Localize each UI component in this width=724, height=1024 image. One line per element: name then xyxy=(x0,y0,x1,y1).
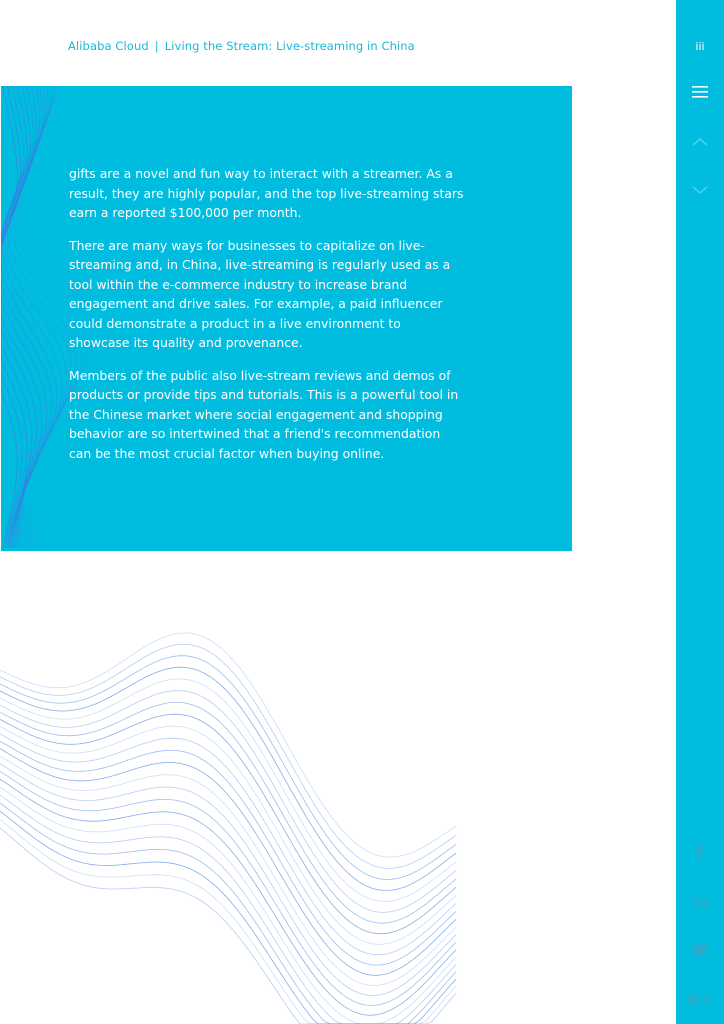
body-text xyxy=(69,164,464,476)
facebook-icon[interactable]: f xyxy=(696,842,704,864)
google-plus-icon[interactable]: G+ xyxy=(686,989,714,1009)
content-panel xyxy=(1,86,572,551)
page-number: iii xyxy=(695,39,705,53)
paragraph-3: Members of the public also live-stream reviews and demos of products or provide tips and tutorials. This is a powerful tool in the Chinese market where social engagement and shopping behavior are so intertwined that a friend's recommendation can be the most crucial factor when buying online. xyxy=(69,367,459,461)
document-title: Living the Stream: Live-streaming in China xyxy=(164,39,415,53)
paragraph-2: There are many ways for businesses to capitalize on live-streaming and, in China, live-streaming is regularly used as a tool within the e-commerce industry to increase brand engagement and drive sales. For example, a paid influencer could demonstrate a product in a live environment to showcase its quality and provenance. xyxy=(69,237,451,350)
header-separator: | xyxy=(154,39,159,53)
chevron-down-icon[interactable] xyxy=(676,175,724,205)
bottom-wave-decoration xyxy=(0,630,460,1024)
sidebar xyxy=(676,0,724,1024)
paragraph-1: gifts are a novel and fun way to interact with a streamer. As a result, they are highly popular, and the top live-streaming stars earn a reported $100,000 per month. xyxy=(69,166,464,220)
chevron-up-icon[interactable] xyxy=(676,127,724,157)
running-header xyxy=(68,39,415,53)
brand-name: Alibaba Cloud xyxy=(68,39,149,53)
menu-icon[interactable] xyxy=(676,77,724,107)
linkedin-icon[interactable]: in xyxy=(692,893,708,911)
twitter-icon[interactable] xyxy=(676,935,724,965)
